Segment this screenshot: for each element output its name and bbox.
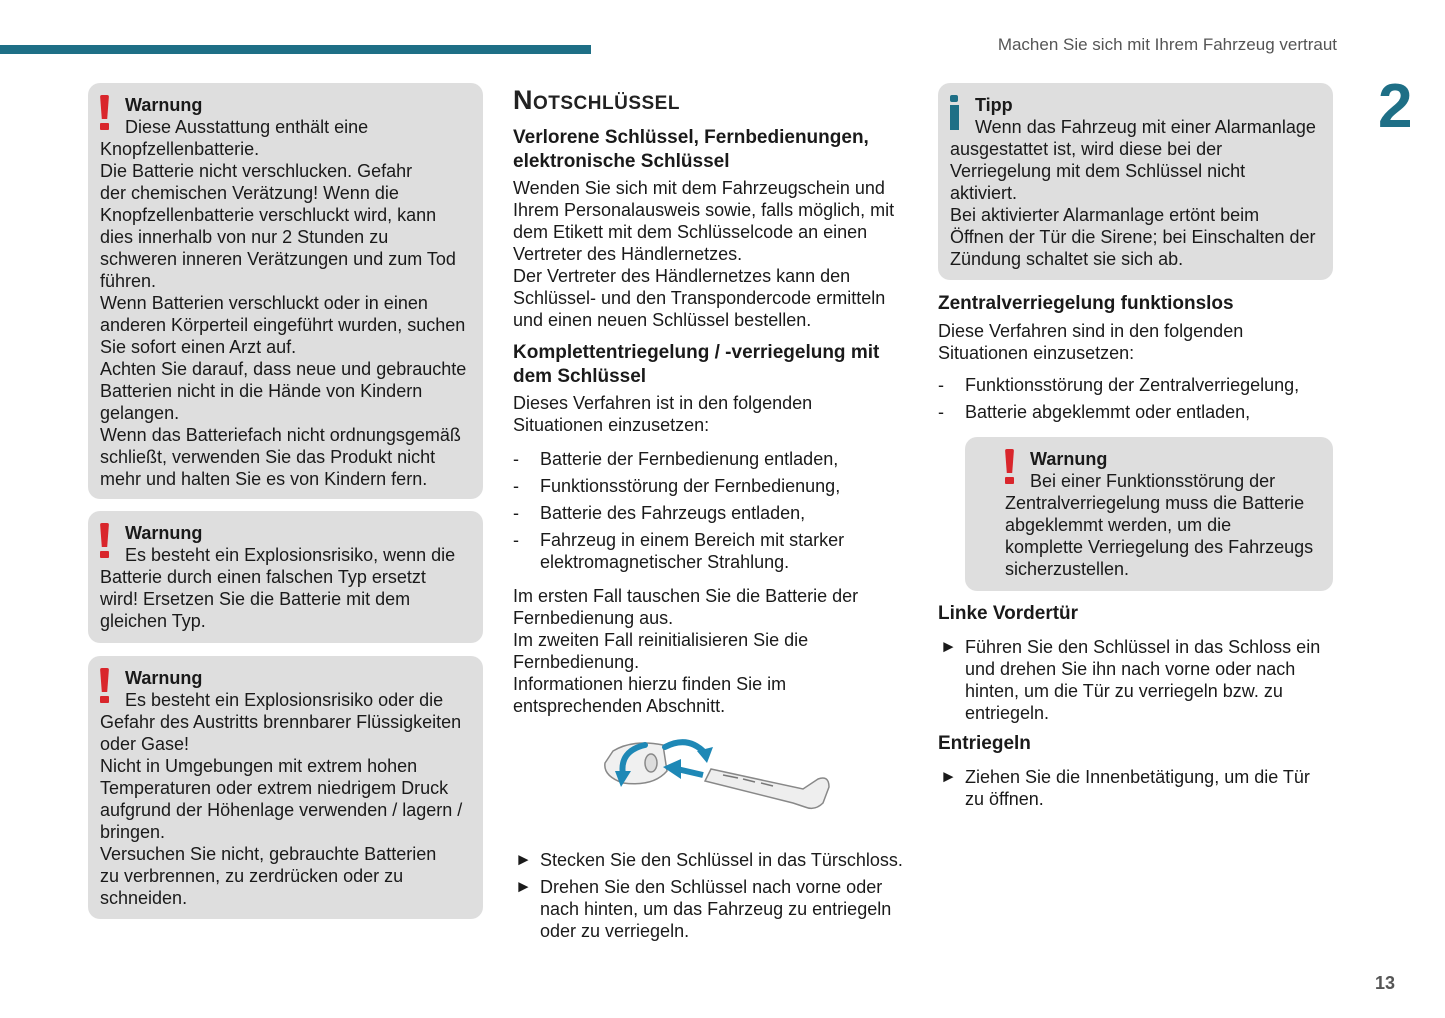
right-column-lower: [938, 602, 1338, 815]
warning-box-button-battery: [88, 83, 483, 499]
heading-complete-unlock: Komplettentriegelung / -verriegelung mit dem Schlüssel: [513, 342, 880, 387]
warning-body: Knopfzellenbatterie. Die Batterie nicht verschlucken. Gefahr der chemischen Verätzung! Wenn die Knopfzellenbatterie verschluckt wird, kann dies innerhalb von nur 2 Stunden zu schweren inneren Verätzungen und zum Tod führen. Wenn Batterien verschluckt oder in einen anderen Körperteil eingeführt wurden, suchen Sie sofort einen Arzt auf. Achten Sie darauf, dass neue und gebrauchte Batterien nicht in die Hände von Kindern gelangen. Wenn das Batteriefach nicht ordnungsgemäß schließt, verwenden Sie das Produkt nicht mehr und halten Sie es von Kindern fern.: [100, 139, 467, 489]
warning-icon: [1003, 449, 1016, 485]
central-locking-intro: Diese Verfahren sind in den folgenden Situationen einzusetzen:: [938, 321, 1244, 363]
warning-first-line: Es besteht ein Explosionsrisiko oder die: [125, 690, 444, 710]
info-icon: [948, 95, 960, 131]
list-item: - Batterie abgeklemmt oder entladen,: [938, 402, 1251, 422]
list-item: ► Drehen Sie den Schlüssel nach vorne oder nach hinten, um das Fahrzeug zu entriegeln oder zu verriegeln.: [515, 877, 892, 941]
list-item: - Batterie der Fernbedienung entladen,: [513, 449, 839, 469]
tip-first-line: Wenn das Fahrzeug mit einer Alarmanlage: [975, 117, 1316, 137]
arrow-right-icon: ►: [515, 850, 532, 869]
warning-icon: [98, 95, 111, 131]
middle-column: [513, 84, 913, 947]
list-item: - Funktionsstörung der Fernbedienung,: [513, 476, 841, 496]
warning-body: Zentralverriegelung muss die Batterie abgeklemmt werden, um die komplette Verriegelung des Fahrzeugs sicherzustellen.: [1005, 493, 1314, 579]
situation-list: [513, 448, 913, 573]
warning-title: Warnung: [1030, 449, 1108, 469]
tip-body: ausgestattet ist, wird diese bei der Verriegelung mit dem Schlüssel nicht aktiviert. Bei aktivierter Alarmanlage ertönt beim Öffnen der Tür die Sirene; bei Einschalten der Zündung schaltet sie sich ab.: [950, 139, 1316, 269]
list-item: - Funktionsstörung der Zentralverriegelung,: [938, 375, 1300, 395]
unlock-steps: [938, 766, 1338, 810]
warning-first-line: Diese Ausstattung enthält eine: [125, 117, 369, 137]
complete-unlock-intro: Dieses Verfahren ist in den folgenden Situationen einzusetzen:: [513, 393, 813, 435]
warning-body: Batterie durch einen falschen Typ ersetzt wird! Ersetzen Sie die Batterie mit dem gleichen Typ.: [100, 567, 426, 631]
heading-central-locking: Zentralverriegelung funktionslos: [938, 293, 1234, 314]
key-steps-list: [513, 849, 913, 942]
list-item: ► Stecken Sie den Schlüssel in das Türschloss.: [515, 850, 903, 870]
warning-title: Warnung: [125, 523, 203, 543]
warning-first-line: Bei einer Funktionsstörung der: [1030, 471, 1276, 491]
warning-title: Warnung: [125, 668, 203, 688]
warning-title: Warnung: [125, 95, 203, 115]
warning-box-central-locking: [965, 437, 1333, 591]
list-item: - Batterie des Fahrzeugs entladen,: [513, 503, 806, 523]
complete-unlock-after: Im ersten Fall tauschen Sie die Batterie der Fernbedienung aus. Im zweiten Fall reinitialisieren Sie die Fernbedienung. Informationen hierzu finden Sie im entsprechenden Abschnitt.: [513, 586, 859, 716]
lost-keys-text: Wenden Sie sich mit dem Fahrzeugschein und Ihrem Personalausweis sowie, falls möglich, mit dem Etikett mit dem Schlüsselcode an einen Vertreter des Händlernetzes. Der Vertreter des Händlernetzes kann den Schlüssel- und den Transpondercode ermitteln und einen neuen Schlüssel bestellen.: [513, 178, 895, 330]
heading-lost-keys: Verlorene Schlüssel, Fernbedienungen, elektronische Schlüssel: [513, 127, 869, 172]
tip-box-alarm: [938, 83, 1333, 280]
warning-box-explosion-type: [88, 511, 483, 643]
chapter-title: Machen Sie sich mit Ihrem Fahrzeug vertraut: [997, 35, 1337, 54]
section-title: Notschlüssel: [513, 85, 680, 115]
warning-box-explosion-liquids: [88, 656, 483, 919]
warning-body: Gefahr des Austritts brennbarer Flüssigkeiten oder Gase! Nicht in Umgebungen mit extrem hohen Temperaturen oder extrem niedrigem Druck aufgrund der Höhenlage verwenden / lagern / bringen. Versuchen Sie nicht, gebrauchte Batterien zu verbrennen, zu zerdrücken oder zu schneiden.: [100, 712, 463, 908]
heading-left-front-door: Linke Vordertür: [938, 603, 1079, 624]
list-item: - Fahrzeug in einem Bereich mit starker elektromagnetischer Strahlung.: [513, 530, 845, 572]
list-item: ► Führen Sie den Schlüssel in das Schloss ein und drehen Sie ihn nach vorne oder nach hinten, um die Tür zu verriegeln bzw. zu entriegeln.: [940, 637, 1321, 723]
arrow-right-icon: ►: [940, 767, 957, 786]
warning-icon: [98, 523, 111, 559]
left-door-steps: [938, 636, 1338, 724]
heading-unlock: Entriegeln: [938, 733, 1031, 754]
right-column: [938, 292, 1338, 428]
arrow-right-icon: ►: [940, 637, 957, 656]
warning-icon: [98, 668, 111, 704]
warning-first-line: Es besteht ein Explosionsrisiko, wenn die: [125, 545, 456, 565]
key-illustration: [593, 731, 853, 831]
header-accent-bar: [0, 45, 591, 54]
central-locking-list: [938, 374, 1338, 423]
page-number: 13: [1375, 973, 1396, 993]
list-item: ► Ziehen Sie die Innenbetätigung, um die Tür zu öffnen.: [940, 767, 1310, 809]
chapter-number: 2: [1378, 72, 1413, 141]
tip-title: Tipp: [975, 95, 1013, 115]
arrow-right-icon: ►: [515, 877, 532, 896]
